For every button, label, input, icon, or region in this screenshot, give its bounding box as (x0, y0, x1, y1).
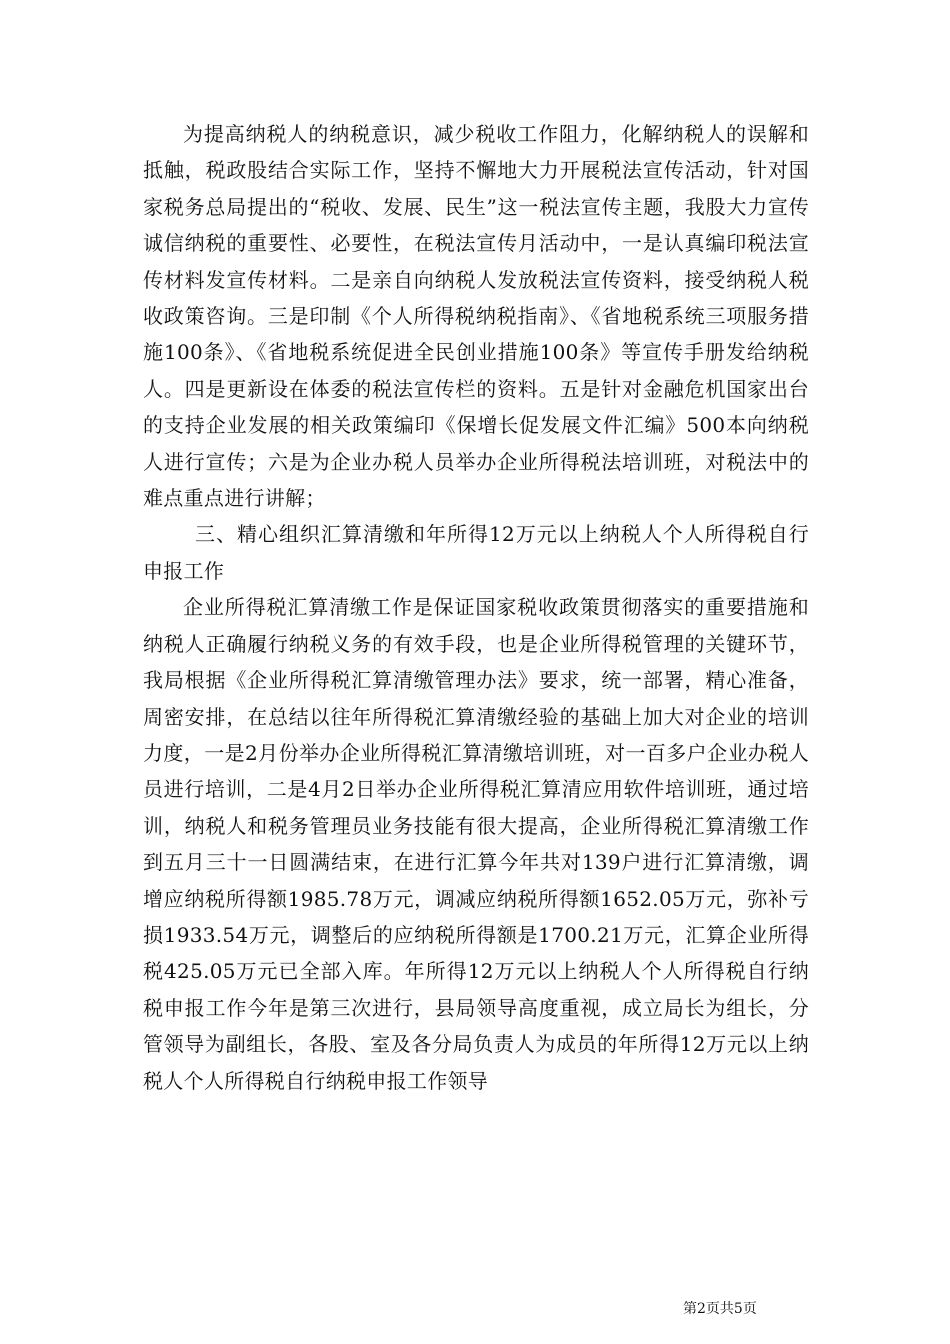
document-body (143, 116, 809, 1099)
paragraph-settlement: 企业所得税汇算清缴工作是保证国家税收政策贯彻落实的重要措施和纳税人正确履行纳税义务的有效手段，也是企业所得税管理的关键环节，我局根据《企业所得税汇算清缴管理办法》要求，统一部署，精心准备，周密安排，在总结以往年所得税汇算清缴经验的基础上加大对企业的培训力度，一是2月份举办企业所得税汇算清缴培训班，对一百多户企业办税人员进行培训，二是4月2日举办企业所得税汇算清应用软件培训班，通过培训，纳税人和税务管理员业务技能有很大提高，企业所得税汇算清缴工作到五月三十一日圆满结束，在进行汇算今年共对139户进行汇算清缴，调增应纳税所得额1985.78万元，调减应纳税所得额1652.05万元，弥补亏损1933.54万元，调整后的应纳税所得额是1700.21万元，汇算企业所得税425.05万元已全部入库。年所得12万元以上纳税人个人所得税自行纳税申报工作今年是第三次进行，县局领导高度重视，成立局长为组长，分管领导为副组长，各股、室及各分局负责人为成员的年所得12万元以上纳税人个人所得税自行纳税申报工作领导 (143, 595, 809, 1093)
section-heading-three: 三、精心组织汇算清缴和年所得12万元以上纳税人个人所得税自行申报工作 (143, 522, 809, 583)
page-number: 第2页共5页 (683, 1301, 757, 1317)
paragraph-tax-publicity: 为提高纳税人的纳税意识，减少税收工作阻力，化解纳税人的误解和抵触，税政股结合实际工作，坚持不懈地大力开展税法宣传活动，针对国家税务总局提出的“税收、发展、民生”这一税法宣传主题，我股大力宣传诚信纳税的重要性、必要性，在税法宣传月活动中，一是认真编印税法宣传材料发宣传材料。二是亲自向纳税人发放税法宣传资料，接受纳税人税收政策咨询。三是印制《个人所得税纳税指南》、《省地税系统三项服务措施100条》、《省地税系统促进全民创业措施100条》等宣传手册发给纳税人。四是更新设在体委的税法宣传栏的资料。五是针对金融危机国家出台的支持企业发展的相关政策编印《保增长促发展文件汇编》500本向纳税人进行宣传；六是为企业办税人员举办企业所得税法培训班，对税法中的难点重点进行讲解； (143, 122, 809, 511)
